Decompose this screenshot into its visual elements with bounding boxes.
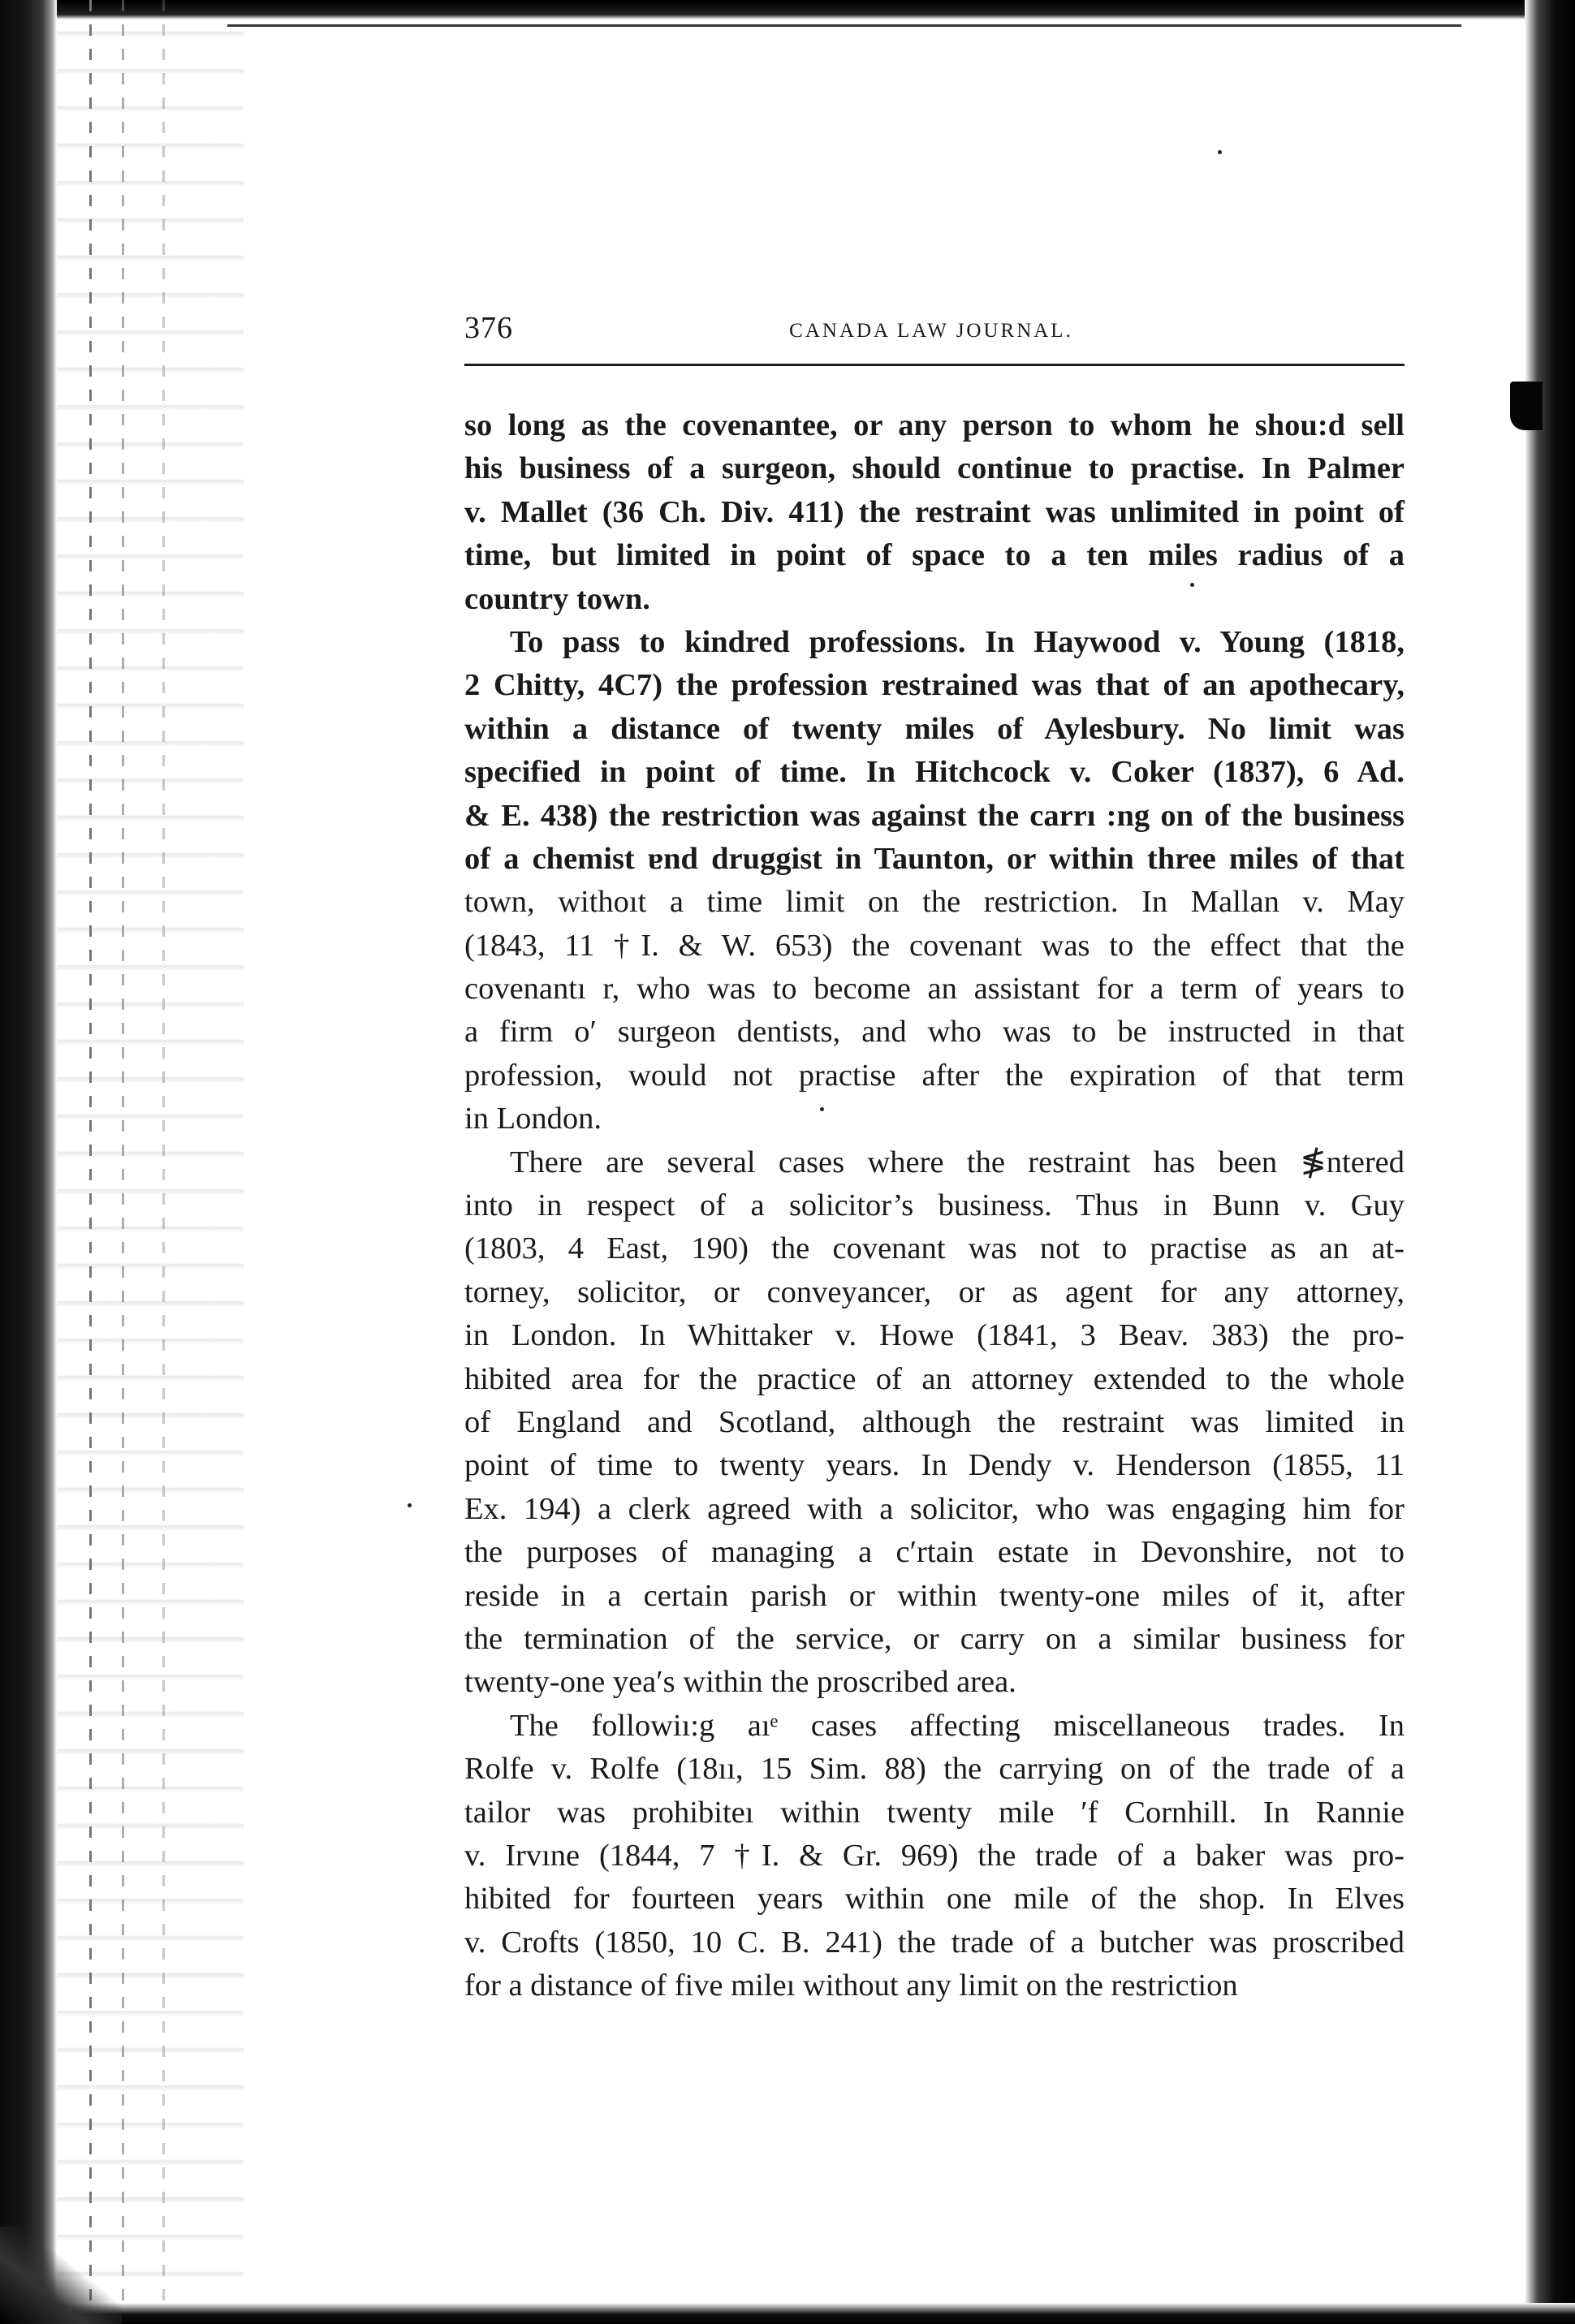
page-number: 376 xyxy=(464,311,513,345)
running-head xyxy=(464,307,1398,349)
text-line: specified in point of time. In Hitchcock v. Coker (1837), 6 Ad. xyxy=(464,755,1405,790)
binding-gutter-shade xyxy=(57,0,244,2324)
text-line: within a distance of twenty miles of Aylesbury. No limit was xyxy=(464,711,1405,746)
text-line: into in respect of a solicitor’s business. Thus in Bunn v. Guy xyxy=(464,1188,1405,1223)
header-rule xyxy=(464,364,1405,366)
text-line: in London. In Whittaker v. Howe (1841, 3 Beav. 383) the pro- xyxy=(464,1318,1405,1353)
scan-edge-right-mark xyxy=(1510,382,1543,430)
text-line: profession, would not practise after the expiration of that term xyxy=(464,1058,1405,1093)
text-line: Rolfe v. Rolfe (18ıı, 15 Sim. 88) the carrying on of the trade of a xyxy=(464,1752,1405,1787)
binding-gutter-streak xyxy=(162,0,165,2324)
text-line: the termination of the service, or carry on a similar business for xyxy=(464,1621,1405,1656)
text-line: his business of a surgeon, should continue to practise. In Palmer xyxy=(464,451,1405,486)
scan-edge-right xyxy=(1525,0,1575,2324)
text-line: country town. xyxy=(464,581,650,616)
text-line: twenty-one yea′s within the proscribed area. xyxy=(464,1665,1016,1700)
text-line: time, but limited in point of space to a ten miles radius of a xyxy=(464,538,1405,573)
text-line: & E. 438) the restriction was against the carrı :ng on of the business xyxy=(464,798,1405,833)
text-line: hibited for fourteen years within one mile of the shop. In Elves xyxy=(464,1882,1405,1917)
body-text xyxy=(464,404,1405,2007)
text-line: for a distance of five mileı without any limit on the restriction xyxy=(464,1968,1238,2003)
text-line: v. Irvıne (1844, 7 †I. & Gr. 969) the trade of a baker was pro- xyxy=(464,1838,1405,1873)
text-line: 2 Chitty, 4C7) the profession restrained was that of an apothecary, xyxy=(464,668,1405,703)
text-line: so long as the covenantee, or any person to whom he shou:d sell xyxy=(464,408,1405,442)
text-line: reside in a certain parish or within twenty-one miles of it, after xyxy=(464,1578,1405,1613)
binding-gutter-streak xyxy=(89,0,92,2324)
ink-speck xyxy=(1218,150,1222,154)
text-line: v. Crofts (1850, 10 C. B. 241) the trade of a butcher was proscribed xyxy=(464,1925,1405,1960)
text-line: (1803, 4 East, 190) the covenant was not to practise as an at- xyxy=(464,1231,1405,1266)
text-line: tailor was prohibiteı within twenty mile ′f Cornhill. In Rannie xyxy=(464,1795,1405,1830)
paragraph xyxy=(464,1141,1405,1705)
scan-corner-shadow xyxy=(0,2227,122,2324)
text-line: the purposes of managing a c′rtain estate in Devonshire, not to xyxy=(464,1535,1405,1570)
scan-edge-left xyxy=(0,0,57,2324)
paragraph xyxy=(464,621,1405,1141)
text-line: a firm o′ surgeon dentists, and who was to be instructed in that xyxy=(464,1015,1405,1050)
text-line: in London. xyxy=(464,1102,602,1136)
paragraph xyxy=(464,1705,1405,2008)
text-line: of England and Scotland, although the restraint was limited in xyxy=(464,1404,1405,1439)
text-line: To pass to kindred professions. In Haywood v. Young (1818, xyxy=(510,624,1405,659)
scan-edge-top-line xyxy=(227,24,1461,27)
text-line: There are several cases where the restraint has been ≸ntered xyxy=(510,1145,1405,1179)
text-line: v. Mallet (36 Ch. Div. 411) the restraint was unlimited in point of xyxy=(464,494,1405,529)
text-line: The followiı:g aıᵉ cases affecting miscellaneous trades. In xyxy=(510,1708,1405,1743)
text-line: (1843, 11 †I. & W. 653) the covenant was to the effect that the xyxy=(464,928,1405,963)
text-line: hibited area for the practice of an attorney extended to the whole xyxy=(464,1361,1405,1396)
text-line: Ex. 194) a clerk agreed with a solicitor, who was engaging him for xyxy=(464,1491,1405,1526)
text-line: of a chemist ɐnd druggist in Taunton, or within three miles of that xyxy=(464,841,1405,876)
text-line: town, withoıt a time limit on the restriction. In Mallan v. May xyxy=(464,885,1405,920)
ink-speck xyxy=(408,1503,412,1507)
text-line: torney, solicitor, or conveyancer, or as agent for any attorney, xyxy=(464,1274,1405,1309)
scan-edge-bottom xyxy=(0,2303,1575,2324)
text-line: point of time to twenty years. In Dendy v. Henderson (1855, 11 xyxy=(464,1448,1405,1483)
journal-title: CANADA LAW JOURNAL. xyxy=(789,320,1073,342)
text-line: covenantı r, who was to become an assistant for a term of years to xyxy=(464,972,1405,1007)
binding-gutter-streak xyxy=(122,0,124,2324)
paragraph xyxy=(464,404,1405,621)
